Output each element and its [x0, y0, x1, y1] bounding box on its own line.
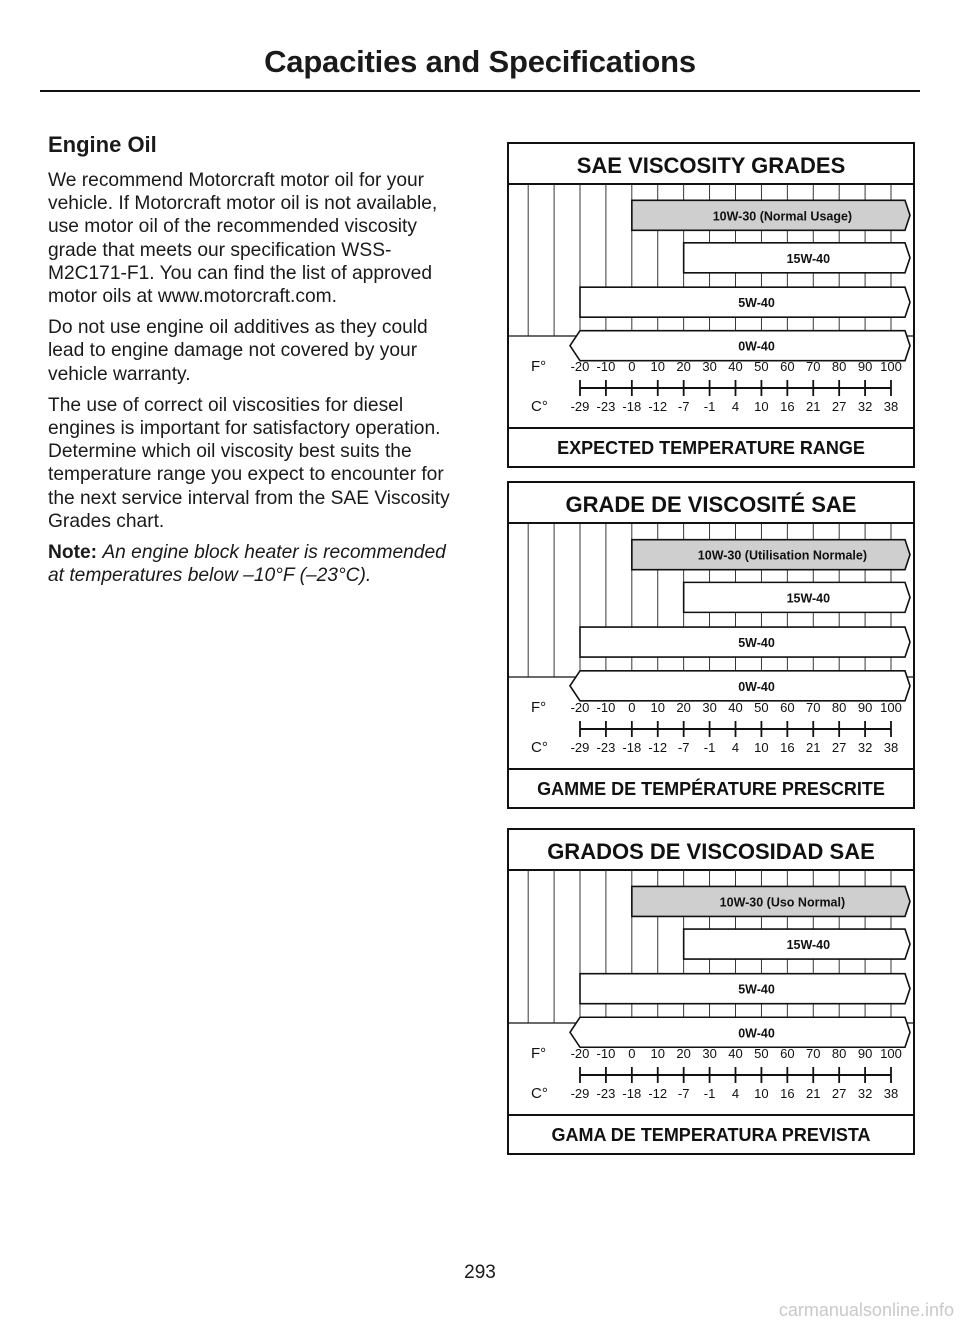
fahrenheit-tick-label: 10 [650, 359, 665, 374]
fahrenheit-tick-label: 0 [628, 1046, 636, 1061]
unit-f-label: F° [531, 1045, 547, 1062]
grade-label: 5W-40 [738, 296, 775, 311]
celsius-tick-label: -23 [596, 399, 616, 414]
paragraph-additives: Do not use engine oil additives as they could lead to engine damage not covered by your vehicle warranty. [48, 317, 428, 385]
celsius-tick-label: 21 [806, 399, 821, 414]
fahrenheit-tick-label: -10 [596, 1046, 616, 1061]
celsius-tick-label: 32 [857, 740, 873, 755]
fahrenheit-tick-label: 60 [780, 1046, 795, 1061]
celsius-tick-label: -7 [677, 1086, 690, 1101]
celsius-tick-label: 10 [754, 740, 769, 755]
chart-footer: GAMA DE TEMPERATURA PREVISTA [551, 1125, 871, 1145]
grade-label: 15W-40 [786, 251, 831, 266]
celsius-tick-label: 27 [831, 399, 847, 414]
fahrenheit-tick-label: 0 [628, 700, 636, 715]
fahrenheit-tick-label: 10 [650, 700, 665, 715]
watermark: carmanualsonline.info [778, 1300, 954, 1320]
celsius-tick-label: -7 [677, 399, 690, 414]
fahrenheit-tick-label: -10 [596, 359, 616, 374]
fahrenheit-tick-label: 30 [702, 700, 717, 715]
paragraph-viscosity: The use of correct oil viscosities for diesel engines is important for satisfactory operation. Determine which oil viscosity best suits the temperature range you expect to encounter for the next service interval from the SAE Viscosity Grades chart. [48, 394, 450, 532]
fahrenheit-tick-label: 70 [806, 359, 821, 374]
fahrenheit-tick-label: 20 [676, 1046, 691, 1061]
fahrenheit-tick-label: 80 [831, 1046, 847, 1061]
celsius-tick-label: -29 [570, 1086, 590, 1101]
unit-c-label: C° [531, 398, 548, 415]
fahrenheit-tick-label: 20 [676, 700, 691, 715]
celsius-tick-label: -1 [703, 740, 716, 755]
fahrenheit-tick-label: 50 [754, 359, 769, 374]
fahrenheit-tick-label: 50 [754, 700, 769, 715]
celsius-tick-label: 27 [831, 1086, 847, 1101]
chart-title: GRADOS DE VISCOSIDAD SAE [547, 839, 875, 864]
chart-svg [509, 830, 913, 1153]
chart-footer: EXPECTED TEMPERATURE RANGE [557, 438, 865, 458]
note-label: Note: [48, 542, 98, 564]
grade-label: 15W-40 [786, 938, 831, 953]
viscosity-chart-spanish [507, 828, 915, 1155]
fahrenheit-tick-label: 20 [676, 359, 691, 374]
note [48, 541, 466, 587]
fahrenheit-tick-label: 100 [880, 359, 902, 374]
celsius-tick-label: 32 [857, 1086, 873, 1101]
fahrenheit-tick-label: 50 [754, 1046, 769, 1061]
celsius-tick-label: 16 [780, 1086, 795, 1101]
celsius-tick-label: -12 [648, 1086, 668, 1101]
paragraph-recommendation: We recommend Motorcraft motor oil for your vehicle. If Motorcraft motor oil is not available, use motor oil of the recommended viscosity grade that meets our specification WSS-M2C171-F1. You can find the list of approved motor oils at www.motorcraft.com. [48, 170, 438, 308]
fahrenheit-tick-label: 40 [728, 359, 743, 374]
celsius-tick-label: -1 [703, 399, 716, 414]
fahrenheit-tick-label: -20 [570, 700, 590, 715]
viscosity-chart-french [507, 481, 915, 809]
grade-label: 10W-30 (Normal Usage) [712, 209, 853, 224]
title-rule [40, 90, 920, 92]
unit-c-label: C° [531, 1085, 548, 1102]
fahrenheit-tick-label: 10 [650, 1046, 665, 1061]
celsius-tick-label: 38 [883, 399, 899, 414]
fahrenheit-tick-label: 60 [780, 700, 795, 715]
fahrenheit-tick-label: 40 [728, 700, 743, 715]
fahrenheit-tick-label: 100 [880, 1046, 902, 1061]
celsius-tick-label: 38 [883, 740, 899, 755]
fahrenheit-tick-label: -10 [596, 700, 616, 715]
chart-footer: GAMME DE TEMPÉRATURE PRESCRITE [537, 779, 885, 799]
celsius-tick-label: -29 [570, 399, 590, 414]
fahrenheit-tick-label: 30 [702, 1046, 717, 1061]
fahrenheit-tick-label: 80 [831, 700, 847, 715]
celsius-tick-label: -18 [622, 399, 642, 414]
celsius-tick-label: -12 [648, 740, 668, 755]
grade-label: 15W-40 [786, 591, 831, 606]
grade-label: 0W-40 [738, 1026, 775, 1041]
grade-label: 5W-40 [738, 982, 775, 997]
celsius-tick-label: -23 [596, 740, 616, 755]
page-number: 293 [464, 1262, 496, 1283]
fahrenheit-tick-label: 90 [857, 359, 873, 374]
celsius-tick-label: -12 [648, 399, 668, 414]
celsius-tick-label: 16 [780, 399, 795, 414]
section-heading: Engine Oil [48, 132, 157, 157]
celsius-tick-label: -18 [622, 740, 642, 755]
fahrenheit-tick-label: 30 [702, 359, 717, 374]
chart-svg [509, 144, 913, 466]
grade-label: 5W-40 [738, 636, 775, 651]
viscosity-chart-english [507, 142, 915, 468]
celsius-tick-label: -1 [703, 1086, 716, 1101]
engine-oil-section [48, 132, 466, 595]
fahrenheit-tick-label: 70 [806, 700, 821, 715]
celsius-tick-label: -7 [677, 740, 690, 755]
celsius-tick-label: 4 [731, 740, 740, 755]
chart-title: SAE VISCOSITY GRADES [576, 153, 846, 178]
fahrenheit-tick-label: 40 [728, 1046, 743, 1061]
unit-f-label: F° [531, 358, 547, 375]
page-title: Capacities and Specifications [264, 44, 696, 79]
fahrenheit-tick-label: 0 [628, 359, 636, 374]
celsius-tick-label: 16 [780, 740, 795, 755]
celsius-tick-label: 21 [806, 740, 821, 755]
fahrenheit-tick-label: 100 [880, 700, 902, 715]
fahrenheit-tick-label: -20 [570, 359, 590, 374]
unit-f-label: F° [531, 699, 547, 716]
celsius-tick-label: -18 [622, 1086, 642, 1101]
fahrenheit-tick-label: 70 [806, 1046, 821, 1061]
fahrenheit-tick-label: 90 [857, 700, 873, 715]
celsius-tick-label: 21 [806, 1086, 821, 1101]
celsius-tick-label: 10 [754, 1086, 769, 1101]
celsius-tick-label: 4 [731, 399, 740, 414]
grade-label: 10W-30 (Utilisation Normale) [697, 548, 868, 563]
grade-label: 10W-30 (Uso Normal) [719, 895, 846, 910]
chart-title: GRADE DE VISCOSITÉ SAE [565, 492, 857, 517]
celsius-tick-label: -29 [570, 740, 590, 755]
chart-svg [509, 483, 913, 807]
fahrenheit-tick-label: 80 [831, 359, 847, 374]
fahrenheit-tick-label: -20 [570, 1046, 590, 1061]
note-text: An engine block heater is recommended at temperatures below –10°F (–23°C). [48, 542, 446, 587]
grade-label: 0W-40 [738, 339, 775, 354]
celsius-tick-label: 4 [731, 1086, 740, 1101]
celsius-tick-label: -23 [596, 1086, 616, 1101]
celsius-tick-label: 32 [857, 399, 873, 414]
celsius-tick-label: 38 [883, 1086, 899, 1101]
fahrenheit-tick-label: 90 [857, 1046, 873, 1061]
unit-c-label: C° [531, 739, 548, 756]
celsius-tick-label: 27 [831, 740, 847, 755]
fahrenheit-tick-label: 60 [780, 359, 795, 374]
celsius-tick-label: 10 [754, 399, 769, 414]
grade-label: 0W-40 [738, 679, 775, 694]
